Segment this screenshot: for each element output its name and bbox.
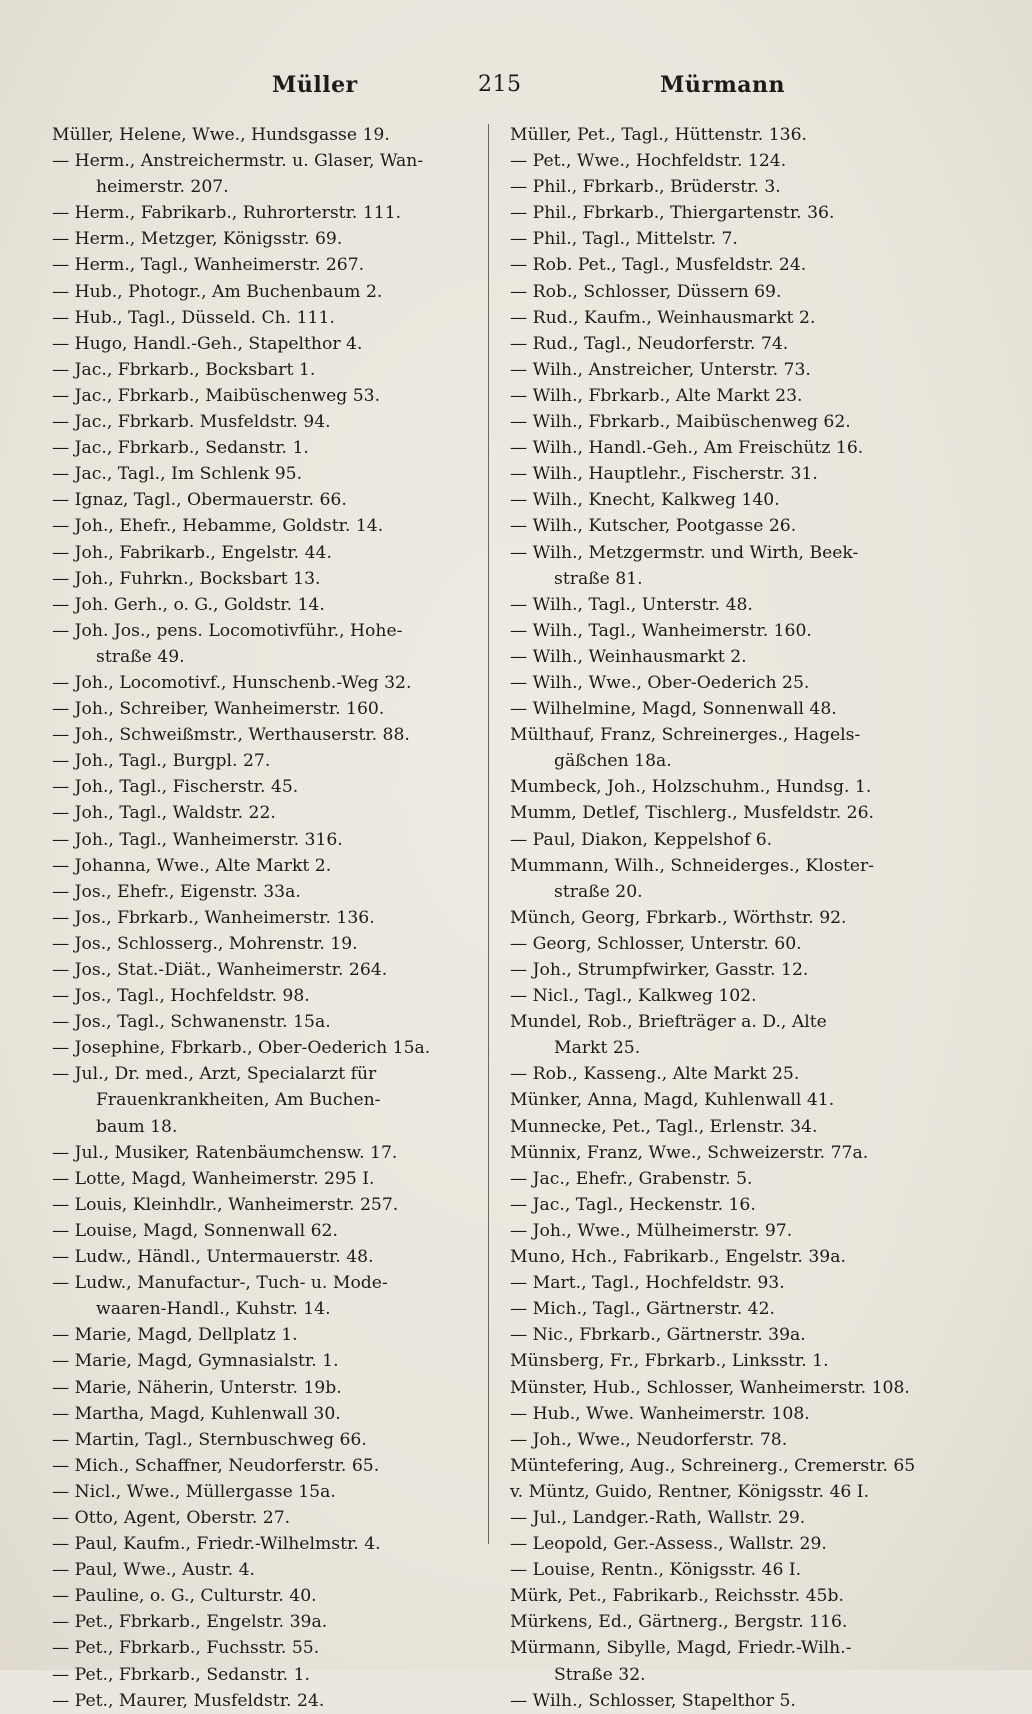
directory-entry: — Hub., Photogr., Am Buchenbaum 2.	[52, 281, 383, 302]
directory-entry: — Jul., Musiker, Ratenbäumchensw. 17.	[52, 1142, 398, 1163]
directory-entry: — Johanna, Wwe., Alte Markt 2.	[52, 855, 332, 876]
directory-entry: — Wilh., Schlosser, Stapelthor 5.	[510, 1690, 796, 1711]
directory-entry: — Wilh., Metzgermstr. und Wirth, Beek-	[510, 542, 859, 563]
directory-entry: — Phil., Fbrkarb., Thiergartenstr. 36.	[510, 203, 835, 224]
directory-entry: Mürk, Pet., Fabrikarb., Reichsstr. 45b.	[510, 1586, 844, 1607]
directory-entry: — Joh., Schreiber, Wanheimerstr. 160.	[52, 699, 385, 720]
directory-entry: — Wilh., Anstreicher, Unterstr. 73.	[510, 359, 811, 380]
directory-entry: — Rob., Schlosser, Düssern 69.	[510, 281, 782, 302]
directory-entry: Münster, Hub., Schlosser, Wanheimerstr. 108.	[510, 1377, 910, 1398]
directory-entry: — Nicl., Wwe., Müllergasse 15a.	[52, 1481, 336, 1502]
page-header	[0, 72, 1032, 112]
directory-entry: — Wilh., Tagl., Wanheimerstr. 160.	[510, 620, 812, 641]
directory-entry: — Joh., Tagl., Waldstr. 22.	[52, 803, 276, 824]
entry-continuation: Straße 32.	[554, 1664, 646, 1685]
directory-entry: — Wilh., Fbrkarb., Alte Markt 23.	[510, 385, 803, 406]
directory-entry: — Nicl., Tagl., Kalkweg 102.	[510, 986, 757, 1007]
directory-entry: — Joh., Strumpfwirker, Gasstr. 12.	[510, 960, 809, 980]
directory-entry: — Rud., Kaufm., Weinhausmarkt 2.	[510, 307, 816, 328]
directory-entry: — Jac., Ehefr., Grabenstr. 5.	[510, 1168, 753, 1189]
directory-entry: — Wilh., Handl.-Geh., Am Freischütz 16.	[510, 438, 864, 459]
entry-continuation: Frauenkrankheiten, Am Buchen-	[96, 1090, 381, 1111]
directory-entry: — Otto, Agent, Oberstr. 27.	[52, 1507, 291, 1528]
directory-entry: — Wilh., Kutscher, Pootgasse 26.	[510, 516, 797, 537]
directory-entry: — Jos., Tagl., Schwanenstr. 15a.	[52, 1012, 331, 1033]
directory-entry: — Wilh., Weinhausmarkt 2.	[510, 646, 747, 667]
directory-entry: — Jul., Landger.-Rath, Wallstr. 29.	[510, 1507, 806, 1528]
directory-entry: — Marie, Näherin, Unterstr. 19b.	[52, 1377, 342, 1398]
right-column	[510, 122, 950, 1714]
directory-entry: — Joh. Gerh., o. G., Goldstr. 14.	[52, 594, 325, 615]
directory-entry: — Hugo, Handl.-Geh., Stapelthor 4.	[52, 333, 363, 354]
directory-entry: — Rob., Kasseng., Alte Markt 25.	[510, 1064, 800, 1085]
entry-continuation: straße 81.	[554, 568, 643, 589]
directory-entry: — Leopold, Ger.-Assess., Wallstr. 29.	[510, 1534, 827, 1555]
directory-entry: — Joh., Fabrikarb., Engelstr. 44.	[52, 542, 332, 563]
directory-entry: — Wilh., Tagl., Unterstr. 48.	[510, 594, 753, 615]
directory-entry: — Herm., Metzger, Königsstr. 69.	[52, 229, 343, 250]
directory-entry: — Josephine, Fbrkarb., Ober-Oederich 15a.	[52, 1038, 431, 1059]
directory-entry: — Ludw., Manufactur-, Tuch- u. Mode-	[52, 1273, 388, 1294]
directory-entry: — Wilhelmine, Magd, Sonnenwall 48.	[510, 699, 837, 720]
column-divider	[488, 124, 489, 1544]
directory-entry: — Joh., Tagl., Wanheimerstr. 316.	[52, 829, 343, 850]
entry-continuation: heimerstr. 207.	[96, 177, 229, 198]
directory-entry: — Louis, Kleinhdlr., Wanheimerstr. 257.	[52, 1194, 399, 1215]
entry-continuation: baum 18.	[96, 1116, 178, 1137]
directory-entry: — Joh., Tagl., Burgpl. 27.	[52, 751, 271, 772]
directory-entry: Munnecke, Pet., Tagl., Erlenstr. 34.	[510, 1116, 818, 1137]
directory-entry: — Jac., Fbrkarb., Maibüschenweg 53.	[52, 385, 381, 406]
directory-entry: — Herm., Tagl., Wanheimerstr. 267.	[52, 255, 365, 276]
directory-entry: Mundel, Rob., Briefträger a. D., Alte	[510, 1012, 827, 1033]
directory-entry: — Jul., Dr. med., Arzt, Specialarzt für	[52, 1064, 377, 1085]
directory-entry: — Joh., Wwe., Neudorferstr. 78.	[510, 1429, 788, 1450]
directory-entry: — Jos., Ehefr., Eigenstr. 33a.	[52, 881, 301, 902]
directory-entry: — Joh. Jos., pens. Locomotivführ., Hohe-	[52, 620, 403, 641]
entry-continuation: straße 20.	[554, 881, 643, 902]
directory-entry: — Pet., Fbrkarb., Engelstr. 39a.	[52, 1612, 328, 1633]
directory-entry: Müller, Helene, Wwe., Hundsgasse 19.	[52, 125, 390, 145]
directory-entry: — Paul, Diakon, Keppelshof 6.	[510, 829, 773, 850]
directory-entry: — Paul, Kaufm., Friedr.-Wilhelmstr. 4.	[52, 1534, 381, 1555]
header-right-keyword: Mürmann	[660, 72, 785, 98]
page-number: 215	[478, 72, 522, 97]
entry-continuation: straße 49.	[96, 646, 185, 667]
directory-entry: — Pauline, o. G., Culturstr. 40.	[52, 1586, 317, 1607]
directory-entry: — Rud., Tagl., Neudorferstr. 74.	[510, 333, 789, 354]
directory-entry: — Paul, Wwe., Austr. 4.	[52, 1560, 255, 1581]
directory-entry: — Joh., Tagl., Fischerstr. 45.	[52, 777, 299, 798]
header-left-keyword: Müller	[272, 72, 358, 98]
directory-entry: — Georg, Schlosser, Unterstr. 60.	[510, 933, 802, 954]
directory-entry: Münker, Anna, Magd, Kuhlenwall 41.	[510, 1090, 835, 1111]
directory-entry: v. Müntz, Guido, Rentner, Königsstr. 46 I.	[510, 1481, 870, 1502]
directory-entry: — Jos., Schlosserg., Mohrenstr. 19.	[52, 933, 358, 954]
directory-entry: — Herm., Fabrikarb., Ruhrorterstr. 111.	[52, 203, 402, 224]
directory-entry: — Jac., Fbrkarb., Bocksbart 1.	[52, 359, 316, 380]
directory-entry: — Lotte, Magd, Wanheimerstr. 295 I.	[52, 1168, 375, 1189]
directory-entry: — Jos., Fbrkarb., Wanheimerstr. 136.	[52, 907, 375, 928]
directory-entry: — Joh., Schweißmstr., Werthauserstr. 88.	[52, 725, 410, 746]
directory-entry: — Joh., Wwe., Mülheimerstr. 97.	[510, 1220, 793, 1241]
directory-entry: — Joh., Fuhrkn., Bocksbart 13.	[52, 568, 321, 589]
directory-entry: — Joh., Locomotivf., Hunschenb.-Weg 32.	[52, 672, 412, 693]
directory-entry: — Rob. Pet., Tagl., Musfeldstr. 24.	[510, 255, 807, 276]
directory-entry: — Louise, Magd, Sonnenwall 62.	[52, 1220, 338, 1241]
directory-entry: — Herm., Anstreichermstr. u. Glaser, Wan-	[52, 151, 424, 172]
directory-entry: — Jos., Tagl., Hochfeldstr. 98.	[52, 986, 310, 1007]
directory-entry: — Mich., Tagl., Gärtnerstr. 42.	[510, 1299, 775, 1320]
directory-entry: — Jac., Tagl., Heckenstr. 16.	[510, 1194, 756, 1215]
directory-entry: — Ignaz, Tagl., Obermauerstr. 66.	[52, 490, 347, 511]
directory-entry: Muno, Hch., Fabrikarb., Engelstr. 39a.	[510, 1247, 846, 1268]
directory-entry: — Jac., Fbrkarb. Musfeldstr. 94.	[52, 412, 331, 433]
directory-entry: — Pet., Maurer, Musfeldstr. 24.	[52, 1690, 325, 1711]
directory-entry: — Martha, Magd, Kuhlenwall 30.	[52, 1403, 341, 1424]
directory-entry: Münnix, Franz, Wwe., Schweizerstr. 77a.	[510, 1142, 869, 1163]
directory-entry: Mürmann, Sibylle, Magd, Friedr.-Wilh.-	[510, 1638, 852, 1659]
directory-entry: — Marie, Magd, Dellplatz 1.	[52, 1325, 298, 1346]
directory-entry: — Jos., Stat.-Diät., Wanheimerstr. 264.	[52, 960, 388, 980]
directory-entry: — Phil., Tagl., Mittelstr. 7.	[510, 229, 738, 250]
directory-entry: — Ludw., Händl., Untermauerstr. 48.	[52, 1247, 374, 1268]
directory-entry: Münsberg, Fr., Fbrkarb., Linksstr. 1.	[510, 1351, 829, 1372]
directory-entry: Müntefering, Aug., Schreinerg., Cremerstr. 65	[510, 1455, 916, 1476]
directory-entry: — Marie, Magd, Gymnasialstr. 1.	[52, 1351, 339, 1372]
entry-continuation: Markt 25.	[554, 1038, 641, 1059]
directory-entry: — Louise, Rentn., Königsstr. 46 I.	[510, 1560, 802, 1581]
directory-entry: — Hub., Tagl., Düsseld. Ch. 111.	[52, 307, 335, 328]
directory-entry: Mülthauf, Franz, Schreinerges., Hagels-	[510, 725, 861, 746]
directory-entry: Müller, Pet., Tagl., Hüttenstr. 136.	[510, 125, 807, 145]
directory-entry: — Mart., Tagl., Hochfeldstr. 93.	[510, 1273, 785, 1294]
directory-entry: Mürkens, Ed., Gärtnerg., Bergstr. 116.	[510, 1612, 848, 1633]
directory-entry: — Mich., Schaffner, Neudorferstr. 65.	[52, 1455, 380, 1476]
directory-entry: — Wilh., Hauptlehr., Fischerstr. 31.	[510, 464, 818, 485]
directory-entry: — Wilh., Wwe., Ober-Oederich 25.	[510, 672, 810, 693]
directory-entry: Mummann, Wilh., Schneiderges., Kloster-	[510, 855, 874, 876]
directory-entry: — Jac., Fbrkarb., Sedanstr. 1.	[52, 438, 309, 459]
directory-entry: — Phil., Fbrkarb., Brüderstr. 3.	[510, 177, 781, 198]
directory-entry: Mumm, Detlef, Tischlerg., Musfeldstr. 26.	[510, 803, 874, 824]
directory-entry: — Pet., Fbrkarb., Sedanstr. 1.	[52, 1664, 310, 1685]
entry-continuation: waaren-Handl., Kuhstr. 14.	[96, 1299, 331, 1320]
directory-entry: — Wilh., Fbrkarb., Maibüschenweg 62.	[510, 412, 851, 433]
directory-entry: — Jac., Tagl., Im Schlenk 95.	[52, 464, 303, 485]
entry-continuation: gäßchen 18a.	[554, 751, 672, 772]
directory-entry: — Pet., Fbrkarb., Fuchsstr. 55.	[52, 1638, 320, 1659]
directory-entry: Mumbeck, Joh., Holzschuhm., Hundsg. 1.	[510, 777, 872, 798]
directory-entry: — Wilh., Knecht, Kalkweg 140.	[510, 490, 780, 511]
directory-entry: — Martin, Tagl., Sternbuschweg 66.	[52, 1429, 367, 1450]
directory-entry: — Joh., Ehefr., Hebamme, Goldstr. 14.	[52, 516, 384, 537]
directory-entry: — Pet., Wwe., Hochfeldstr. 124.	[510, 151, 787, 172]
directory-entry: — Nic., Fbrkarb., Gärtnerstr. 39a.	[510, 1325, 806, 1346]
directory-entry: Münch, Georg, Fbrkarb., Wörthstr. 92.	[510, 907, 847, 928]
directory-entry: — Hub., Wwe. Wanheimerstr. 108.	[510, 1403, 810, 1424]
left-column	[52, 122, 477, 1714]
